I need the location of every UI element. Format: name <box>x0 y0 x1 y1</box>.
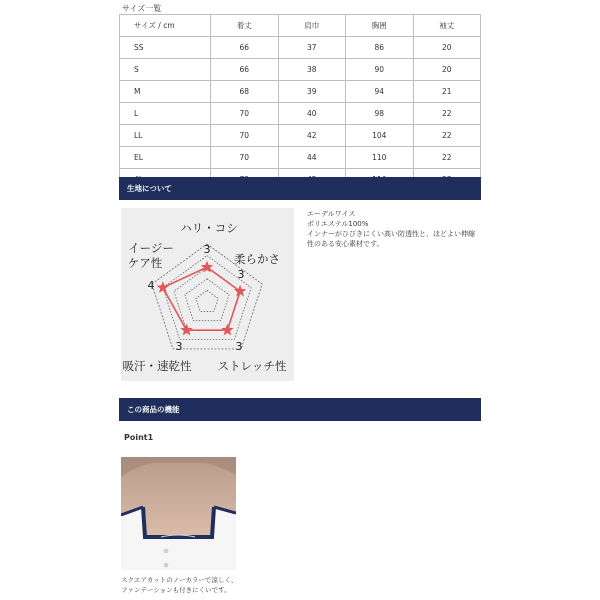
cell: 68 <box>211 81 279 103</box>
radar-score-markers <box>157 261 247 336</box>
radar-score-right: 3 <box>237 268 245 281</box>
radar-score-marker <box>180 324 192 336</box>
cell: 20 <box>413 37 481 59</box>
radar-grid-ring <box>185 279 229 321</box>
cell: 22 <box>413 125 481 147</box>
cell: 37 <box>278 37 346 59</box>
radar-label-top: ハリ・コシ <box>180 221 238 235</box>
table-row <box>120 81 481 103</box>
radar-chart-panel <box>121 208 294 381</box>
cell: M <box>120 81 211 103</box>
size-table-header-row <box>120 15 481 37</box>
radar-score-marker <box>221 324 233 336</box>
fabric-heading-text: 生地について <box>127 184 172 193</box>
cell: 94 <box>346 81 414 103</box>
radar-score-bottom-right: 3 <box>235 340 243 353</box>
caption-line-1: スクエアカットのノーカラーで涼しく、 <box>121 576 238 584</box>
radar-label-left-1: イージー <box>128 241 174 255</box>
cell: LL <box>120 125 211 147</box>
table-row <box>120 147 481 169</box>
table-row <box>120 37 481 59</box>
point-caption <box>121 575 237 595</box>
header-shoulder: 肩巾 <box>278 15 346 37</box>
cell: 44 <box>278 147 346 169</box>
radar-label-bottom-left: 吸汗・速乾性 <box>122 359 192 373</box>
cell: 21 <box>413 81 481 103</box>
features-heading-text: この商品の機能 <box>127 405 180 414</box>
cell: 90 <box>346 59 414 81</box>
cell: 70 <box>211 103 279 125</box>
cell: 110 <box>346 147 414 169</box>
radar-score-bottom-left: 3 <box>175 340 183 353</box>
radar-score-marker <box>157 281 169 293</box>
neckline-photo <box>121 457 236 570</box>
cell: L <box>120 103 211 125</box>
cell: 38 <box>278 59 346 81</box>
cell: S <box>120 59 211 81</box>
radar-score-top: 3 <box>203 243 211 256</box>
radar-label-bottom-right: ストレッチ性 <box>217 359 287 373</box>
size-table-title: サイズ一覧 <box>122 4 162 13</box>
radar-score-line <box>163 267 240 330</box>
fabric-feature-line-1: インナーがひびきにくい高い防透性と、ほどよい伸縮 <box>307 230 475 238</box>
size-table <box>119 14 481 191</box>
fabric-feature-line-2: 性のある安心素材です。 <box>307 240 384 248</box>
cell: 39 <box>278 81 346 103</box>
radar-grid-ring <box>196 290 218 311</box>
table-row <box>120 59 481 81</box>
header-sleeve: 袖丈 <box>413 15 481 37</box>
header-length: 着丈 <box>211 15 279 37</box>
radar-score-marker <box>234 285 246 297</box>
caption-line-2: ファンデーションも付きにくいです。 <box>121 586 231 594</box>
cell: 22 <box>413 147 481 169</box>
point-title: Point1 <box>124 433 154 442</box>
fabric-section-heading <box>119 177 481 200</box>
fabric-name: エーデルワイス <box>307 210 356 218</box>
fabric-composition: ポリエステル100% <box>307 220 369 228</box>
cell: 20 <box>413 59 481 81</box>
cell: 66 <box>211 37 279 59</box>
features-section-heading <box>119 398 481 421</box>
cell: 104 <box>346 125 414 147</box>
cell: 70 <box>211 125 279 147</box>
header-chest: 胸囲 <box>346 15 414 37</box>
cell: 22 <box>413 103 481 125</box>
cell: 66 <box>211 59 279 81</box>
radar-label-right: 柔らかさ <box>234 252 280 266</box>
radar-label-left-2: ケア性 <box>127 256 163 270</box>
radar-score-left: 4 <box>147 279 155 292</box>
fabric-description <box>307 209 475 249</box>
header-size: サイズ / cm <box>120 15 211 37</box>
table-row <box>120 125 481 147</box>
cell: EL <box>120 147 211 169</box>
cell: 70 <box>211 147 279 169</box>
cell: 42 <box>278 125 346 147</box>
cell: 98 <box>346 103 414 125</box>
table-row <box>120 103 481 125</box>
radar-chart <box>121 208 294 381</box>
cell: SS <box>120 37 211 59</box>
cell: 86 <box>346 37 414 59</box>
neckline-photo-art <box>121 457 236 570</box>
cell: 40 <box>278 103 346 125</box>
